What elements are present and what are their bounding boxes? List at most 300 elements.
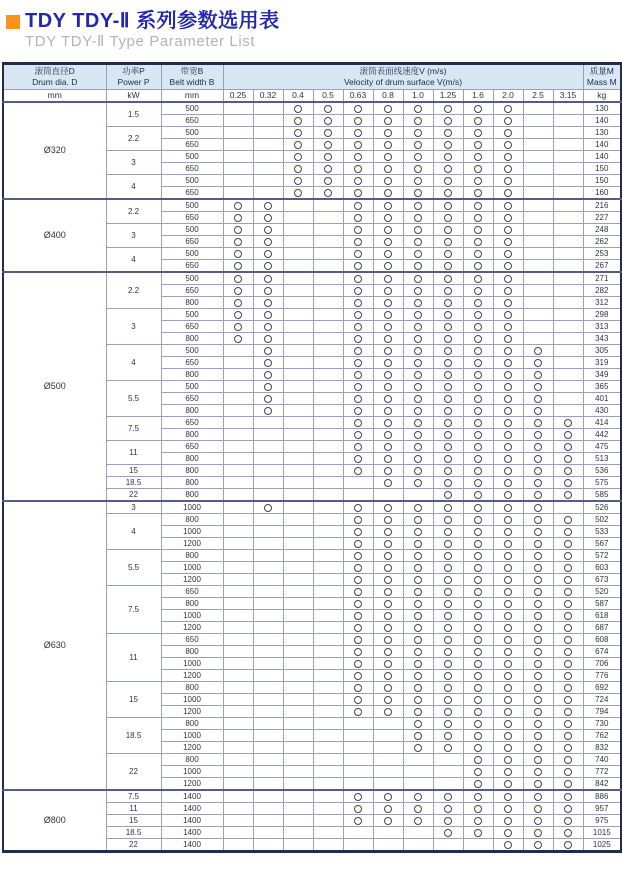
- speed-availability-cell: [343, 297, 373, 309]
- speed-availability-cell: [493, 321, 523, 333]
- power-cell: 2.2: [106, 199, 161, 224]
- speed-availability-cell: [403, 369, 433, 381]
- mass-cell: 216: [583, 199, 621, 212]
- speed-availability-cell: [523, 199, 553, 212]
- table-row: [3, 199, 621, 212]
- speed-availability-cell: [313, 405, 343, 417]
- belt-width-cell: 650: [161, 634, 223, 646]
- speed-availability-cell: [433, 658, 463, 670]
- circle-mark-icon: [474, 177, 482, 185]
- circle-mark-icon: [354, 395, 362, 403]
- mass-cell: 740: [583, 754, 621, 766]
- speed-availability-cell: [223, 622, 253, 634]
- speed-availability-cell: [553, 381, 583, 393]
- speed-tick: 1.0: [403, 90, 433, 103]
- circle-mark-icon: [384, 395, 392, 403]
- circle-mark-icon: [564, 805, 572, 813]
- speed-availability-cell: [223, 393, 253, 405]
- circle-mark-icon: [444, 299, 452, 307]
- circle-mark-icon: [384, 672, 392, 680]
- speed-availability-cell: [553, 417, 583, 429]
- circle-mark-icon: [384, 359, 392, 367]
- speed-availability-cell: [493, 598, 523, 610]
- speed-availability-cell: [253, 574, 283, 586]
- speed-availability-cell: [403, 453, 433, 465]
- speed-availability-cell: [433, 369, 463, 381]
- speed-availability-cell: [253, 730, 283, 742]
- speed-availability-cell: [283, 646, 313, 658]
- header-velocity: [223, 64, 583, 90]
- circle-mark-icon: [474, 696, 482, 704]
- circle-mark-icon: [324, 189, 332, 197]
- circle-mark-icon: [474, 829, 482, 837]
- speed-availability-cell: [223, 598, 253, 610]
- speed-availability-cell: [403, 102, 433, 115]
- speed-availability-cell: [313, 224, 343, 236]
- circle-mark-icon: [504, 817, 512, 825]
- speed-availability-cell: [463, 139, 493, 151]
- speed-availability-cell: [373, 622, 403, 634]
- mass-cell: 271: [583, 272, 621, 285]
- circle-mark-icon: [504, 479, 512, 487]
- speed-availability-cell: [283, 670, 313, 682]
- speed-availability-cell: [283, 827, 313, 839]
- speed-availability-cell: [433, 199, 463, 212]
- speed-availability-cell: [403, 345, 433, 357]
- speed-availability-cell: [373, 706, 403, 718]
- circle-mark-icon: [354, 540, 362, 548]
- speed-availability-cell: [373, 754, 403, 766]
- speed-availability-cell: [223, 489, 253, 502]
- power-cell: 3: [106, 501, 161, 514]
- circle-mark-icon: [354, 588, 362, 596]
- speed-availability-cell: [433, 754, 463, 766]
- speed-availability-cell: [283, 127, 313, 139]
- speed-availability-cell: [493, 670, 523, 682]
- speed-availability-cell: [283, 610, 313, 622]
- speed-availability-cell: [493, 646, 523, 658]
- circle-mark-icon: [534, 768, 542, 776]
- mass-cell: 343: [583, 333, 621, 345]
- speed-availability-cell: [523, 477, 553, 489]
- speed-availability-cell: [463, 357, 493, 369]
- speed-availability-cell: [553, 441, 583, 453]
- circle-mark-icon: [384, 817, 392, 825]
- circle-mark-icon: [534, 624, 542, 632]
- speed-availability-cell: [553, 501, 583, 514]
- table-row: [3, 272, 621, 285]
- speed-availability-cell: [553, 766, 583, 778]
- speed-availability-cell: [523, 550, 553, 562]
- circle-mark-icon: [414, 371, 422, 379]
- speed-availability-cell: [463, 369, 493, 381]
- speed-availability-cell: [343, 586, 373, 598]
- circle-mark-icon: [444, 540, 452, 548]
- speed-availability-cell: [523, 115, 553, 127]
- speed-availability-cell: [373, 163, 403, 175]
- circle-mark-icon: [264, 504, 272, 512]
- speed-availability-cell: [223, 526, 253, 538]
- speed-availability-cell: [283, 501, 313, 514]
- speed-availability-cell: [553, 224, 583, 236]
- speed-availability-cell: [223, 139, 253, 151]
- circle-mark-icon: [534, 829, 542, 837]
- speed-availability-cell: [403, 393, 433, 405]
- circle-mark-icon: [384, 612, 392, 620]
- speed-availability-cell: [343, 102, 373, 115]
- mass-cell: 957: [583, 803, 621, 815]
- circle-mark-icon: [354, 129, 362, 137]
- circle-mark-icon: [414, 600, 422, 608]
- circle-mark-icon: [504, 660, 512, 668]
- circle-mark-icon: [414, 528, 422, 536]
- circle-mark-icon: [354, 226, 362, 234]
- speed-availability-cell: [553, 212, 583, 224]
- speed-availability-cell: [223, 417, 253, 429]
- mass-cell: 1025: [583, 839, 621, 852]
- speed-availability-cell: [313, 477, 343, 489]
- speed-availability-cell: [223, 839, 253, 852]
- speed-availability-cell: [373, 839, 403, 852]
- speed-availability-cell: [433, 345, 463, 357]
- circle-mark-icon: [474, 528, 482, 536]
- header-velocity-cn: 滚筒表面线速度V (m/s): [359, 66, 447, 76]
- circle-mark-icon: [534, 504, 542, 512]
- circle-mark-icon: [354, 696, 362, 704]
- circle-mark-icon: [504, 250, 512, 258]
- circle-mark-icon: [534, 371, 542, 379]
- speed-availability-cell: [343, 405, 373, 417]
- speed-availability-cell: [463, 658, 493, 670]
- speed-availability-cell: [403, 127, 433, 139]
- speed-availability-cell: [433, 682, 463, 694]
- speed-availability-cell: [343, 682, 373, 694]
- circle-mark-icon: [234, 238, 242, 246]
- speed-availability-cell: [343, 127, 373, 139]
- circle-mark-icon: [564, 516, 572, 524]
- circle-mark-icon: [474, 262, 482, 270]
- circle-mark-icon: [414, 793, 422, 801]
- speed-availability-cell: [253, 501, 283, 514]
- speed-availability-cell: [253, 369, 283, 381]
- circle-mark-icon: [564, 564, 572, 572]
- mass-cell: 618: [583, 610, 621, 622]
- circle-mark-icon: [384, 323, 392, 331]
- circle-mark-icon: [504, 299, 512, 307]
- speed-availability-cell: [523, 501, 553, 514]
- circle-mark-icon: [564, 756, 572, 764]
- speed-availability-cell: [373, 441, 403, 453]
- speed-availability-cell: [553, 127, 583, 139]
- circle-mark-icon: [414, 648, 422, 656]
- circle-mark-icon: [534, 817, 542, 825]
- speed-availability-cell: [343, 477, 373, 489]
- speed-availability-cell: [283, 151, 313, 163]
- speed-availability-cell: [283, 297, 313, 309]
- speed-availability-cell: [343, 139, 373, 151]
- belt-width-cell: 1000: [161, 694, 223, 706]
- speed-availability-cell: [313, 586, 343, 598]
- speed-availability-cell: [523, 297, 553, 309]
- circle-mark-icon: [534, 347, 542, 355]
- circle-mark-icon: [474, 491, 482, 499]
- circle-mark-icon: [414, 479, 422, 487]
- speed-availability-cell: [253, 285, 283, 297]
- speed-availability-cell: [493, 441, 523, 453]
- speed-availability-cell: [343, 706, 373, 718]
- circle-mark-icon: [474, 395, 482, 403]
- circle-mark-icon: [504, 383, 512, 391]
- speed-availability-cell: [283, 272, 313, 285]
- circle-mark-icon: [414, 250, 422, 258]
- speed-availability-cell: [253, 248, 283, 260]
- circle-mark-icon: [354, 189, 362, 197]
- speed-availability-cell: [403, 766, 433, 778]
- circle-mark-icon: [504, 287, 512, 295]
- page-subtitle: TDY TDY-Ⅱ Type Parameter List: [25, 33, 256, 50]
- circle-mark-icon: [444, 732, 452, 740]
- circle-mark-icon: [294, 141, 302, 149]
- speed-availability-cell: [373, 550, 403, 562]
- speed-availability-cell: [553, 718, 583, 730]
- circle-mark-icon: [504, 841, 512, 849]
- speed-availability-cell: [223, 718, 253, 730]
- belt-width-cell: 1200: [161, 706, 223, 718]
- circle-mark-icon: [444, 793, 452, 801]
- speed-availability-cell: [463, 574, 493, 586]
- speed-availability-cell: [343, 754, 373, 766]
- circle-mark-icon: [534, 841, 542, 849]
- power-cell: 15: [106, 465, 161, 477]
- power-cell: 7.5: [106, 790, 161, 803]
- circle-mark-icon: [354, 516, 362, 524]
- circle-mark-icon: [384, 299, 392, 307]
- circle-mark-icon: [564, 455, 572, 463]
- speed-availability-cell: [463, 212, 493, 224]
- belt-width-cell: 500: [161, 127, 223, 139]
- circle-mark-icon: [504, 153, 512, 161]
- belt-width-cell: 1200: [161, 778, 223, 791]
- speed-availability-cell: [283, 803, 313, 815]
- circle-mark-icon: [504, 189, 512, 197]
- speed-availability-cell: [253, 778, 283, 791]
- speed-availability-cell: [313, 321, 343, 333]
- circle-mark-icon: [414, 359, 422, 367]
- speed-availability-cell: [343, 187, 373, 200]
- speed-availability-cell: [373, 598, 403, 610]
- circle-mark-icon: [474, 250, 482, 258]
- circle-mark-icon: [504, 455, 512, 463]
- speed-availability-cell: [493, 127, 523, 139]
- speed-availability-cell: [463, 199, 493, 212]
- power-cell: 1.5: [106, 102, 161, 127]
- circle-mark-icon: [384, 371, 392, 379]
- mass-cell: 520: [583, 586, 621, 598]
- circle-mark-icon: [444, 226, 452, 234]
- speed-availability-cell: [343, 429, 373, 441]
- circle-mark-icon: [414, 226, 422, 234]
- power-cell: 7.5: [106, 417, 161, 441]
- circle-mark-icon: [534, 491, 542, 499]
- speed-availability-cell: [283, 514, 313, 526]
- speed-availability-cell: [253, 670, 283, 682]
- speed-availability-cell: [523, 405, 553, 417]
- speed-availability-cell: [313, 742, 343, 754]
- circle-mark-icon: [324, 153, 332, 161]
- circle-mark-icon: [414, 165, 422, 173]
- speed-availability-cell: [493, 260, 523, 273]
- accent-square-icon: [6, 15, 20, 29]
- speed-availability-cell: [523, 610, 553, 622]
- circle-mark-icon: [504, 720, 512, 728]
- circle-mark-icon: [354, 323, 362, 331]
- speed-availability-cell: [433, 538, 463, 550]
- circle-mark-icon: [354, 262, 362, 270]
- speed-availability-cell: [253, 453, 283, 465]
- speed-availability-cell: [283, 212, 313, 224]
- speed-availability-cell: [493, 694, 523, 706]
- circle-mark-icon: [414, 323, 422, 331]
- mass-cell: 248: [583, 224, 621, 236]
- speed-availability-cell: [343, 718, 373, 730]
- speed-availability-cell: [283, 815, 313, 827]
- speed-availability-cell: [463, 827, 493, 839]
- speed-availability-cell: [373, 718, 403, 730]
- speed-availability-cell: [343, 622, 373, 634]
- speed-availability-cell: [403, 297, 433, 309]
- speed-availability-cell: [433, 501, 463, 514]
- speed-availability-cell: [313, 465, 343, 477]
- speed-availability-cell: [253, 357, 283, 369]
- circle-mark-icon: [234, 299, 242, 307]
- circle-mark-icon: [264, 202, 272, 210]
- power-cell: 18.5: [106, 477, 161, 489]
- speed-availability-cell: [493, 381, 523, 393]
- speed-availability-cell: [403, 417, 433, 429]
- speed-availability-cell: [553, 574, 583, 586]
- speed-availability-cell: [313, 453, 343, 465]
- circle-mark-icon: [504, 684, 512, 692]
- speed-availability-cell: [373, 658, 403, 670]
- mass-cell: 567: [583, 538, 621, 550]
- speed-availability-cell: [313, 429, 343, 441]
- circle-mark-icon: [504, 431, 512, 439]
- circle-mark-icon: [504, 117, 512, 125]
- speed-availability-cell: [343, 514, 373, 526]
- circle-mark-icon: [444, 323, 452, 331]
- speed-availability-cell: [373, 610, 403, 622]
- speed-availability-cell: [373, 489, 403, 502]
- circle-mark-icon: [504, 491, 512, 499]
- circle-mark-icon: [534, 588, 542, 596]
- speed-availability-cell: [373, 730, 403, 742]
- speed-availability-cell: [253, 718, 283, 730]
- circle-mark-icon: [324, 105, 332, 113]
- speed-availability-cell: [223, 357, 253, 369]
- speed-availability-cell: [433, 598, 463, 610]
- belt-width-cell: 650: [161, 212, 223, 224]
- speed-availability-cell: [223, 453, 253, 465]
- circle-mark-icon: [504, 129, 512, 137]
- speed-availability-cell: [223, 345, 253, 357]
- speed-availability-cell: [493, 658, 523, 670]
- circle-mark-icon: [564, 528, 572, 536]
- circle-mark-icon: [414, 720, 422, 728]
- speed-availability-cell: [253, 175, 283, 187]
- circle-mark-icon: [444, 829, 452, 837]
- speed-availability-cell: [283, 260, 313, 273]
- speed-availability-cell: [283, 718, 313, 730]
- speed-availability-cell: [283, 309, 313, 321]
- speed-availability-cell: [433, 297, 463, 309]
- speed-availability-cell: [493, 115, 523, 127]
- speed-availability-cell: [223, 550, 253, 562]
- speed-availability-cell: [313, 622, 343, 634]
- circle-mark-icon: [354, 648, 362, 656]
- circle-mark-icon: [504, 226, 512, 234]
- circle-mark-icon: [384, 564, 392, 572]
- speed-availability-cell: [433, 127, 463, 139]
- speed-availability-cell: [523, 309, 553, 321]
- speed-availability-cell: [403, 754, 433, 766]
- circle-mark-icon: [264, 311, 272, 319]
- speed-availability-cell: [343, 453, 373, 465]
- circle-mark-icon: [234, 214, 242, 222]
- header-drum: [3, 64, 106, 90]
- speed-availability-cell: [343, 803, 373, 815]
- speed-availability-cell: [373, 127, 403, 139]
- circle-mark-icon: [504, 335, 512, 343]
- speed-availability-cell: [463, 514, 493, 526]
- belt-width-cell: 650: [161, 357, 223, 369]
- speed-availability-cell: [313, 369, 343, 381]
- circle-mark-icon: [474, 576, 482, 584]
- speed-availability-cell: [223, 163, 253, 175]
- header-power: [106, 64, 161, 90]
- circle-mark-icon: [504, 528, 512, 536]
- speed-availability-cell: [553, 634, 583, 646]
- circle-mark-icon: [384, 189, 392, 197]
- speed-availability-cell: [223, 610, 253, 622]
- speed-availability-cell: [253, 562, 283, 574]
- speed-availability-cell: [493, 682, 523, 694]
- speed-availability-cell: [493, 706, 523, 718]
- speed-availability-cell: [343, 236, 373, 248]
- speed-availability-cell: [403, 658, 433, 670]
- speed-availability-cell: [463, 489, 493, 502]
- circle-mark-icon: [534, 419, 542, 427]
- circle-mark-icon: [504, 793, 512, 801]
- speed-availability-cell: [313, 248, 343, 260]
- speed-availability-cell: [223, 501, 253, 514]
- speed-availability-cell: [463, 646, 493, 658]
- circle-mark-icon: [444, 491, 452, 499]
- speed-availability-cell: [523, 766, 553, 778]
- circle-mark-icon: [384, 214, 392, 222]
- mass-cell: 349: [583, 369, 621, 381]
- circle-mark-icon: [474, 129, 482, 137]
- circle-mark-icon: [444, 479, 452, 487]
- speed-availability-cell: [553, 790, 583, 803]
- circle-mark-icon: [564, 768, 572, 776]
- circle-mark-icon: [354, 238, 362, 246]
- circle-mark-icon: [504, 744, 512, 752]
- circle-mark-icon: [354, 383, 362, 391]
- speed-availability-cell: [403, 694, 433, 706]
- circle-mark-icon: [564, 684, 572, 692]
- circle-mark-icon: [354, 684, 362, 692]
- speed-availability-cell: [493, 778, 523, 791]
